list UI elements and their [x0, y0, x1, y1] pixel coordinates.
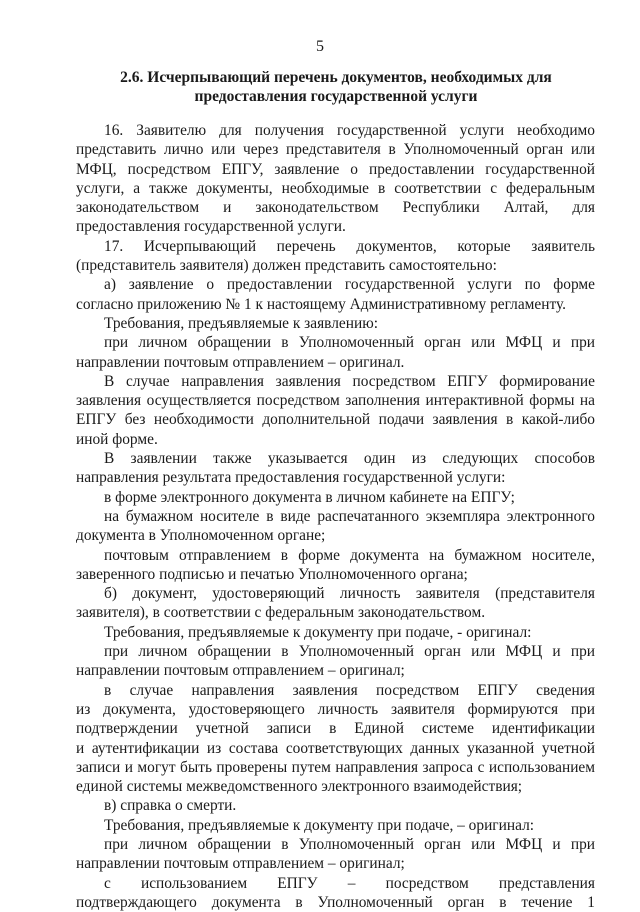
paragraph-line: предоставления государственной услуги. — [76, 218, 346, 236]
paragraph-line: 16. Заявителю для получения государственной услуги необходимо — [104, 122, 595, 139]
paragraph — [76, 546, 595, 585]
document-body — [76, 121, 595, 912]
paragraph-line: записи и могут быть проверены путем направления запроса с использованием — [76, 758, 595, 776]
paragraph — [76, 121, 595, 237]
page-number: 5 — [316, 38, 324, 55]
section-heading-line: предоставления государственной услуги — [194, 88, 478, 105]
paragraph-line: Требования, предъявляемые к заявлению: — [104, 314, 378, 332]
paragraph-line: при личном обращении в Уполномоченный орган или МФЦ и при — [104, 334, 595, 352]
paragraph-line: иной форме. — [76, 430, 158, 448]
paragraph — [76, 796, 595, 815]
paragraph — [76, 275, 595, 314]
paragraph-line: б) документ, удостоверяющий личность заявителя (представителя — [104, 585, 595, 603]
paragraph-line: на бумажном носителе в виде распечатанного экземпляра электронного — [104, 507, 595, 525]
paragraph-line: единой системы межведомственного электронного взаимодействия; — [76, 778, 523, 796]
paragraph — [76, 333, 595, 372]
paragraph — [76, 681, 595, 797]
paragraph-line: в форме электронного документа в личном кабинете на ЕПГУ; — [104, 488, 515, 506]
paragraph-line: в случае направления заявления посредством ЕПГУ сведения — [104, 681, 595, 699]
paragraph-line: законодательством и законодательством Республики Алтай, для — [76, 199, 595, 217]
paragraph-line: направлении почтовым отправлением – оригинал; — [76, 855, 405, 873]
paragraph-line: МФЦ, посредством ЕПГУ, заявление о предоставлении государственной — [76, 160, 595, 178]
paragraph-line: направления результата предоставления государственной услуги: — [76, 469, 506, 487]
paragraph-line: и аутентификации из состава соответствующих данных указанной учетной — [76, 739, 595, 757]
paragraph-line: а) заявление о предоставлении государственной услуги по форме — [104, 276, 595, 294]
paragraph-line: почтовым отправлением в форме документа на бумажном носителе, — [104, 546, 595, 564]
paragraph-line: в) справка о смерти. — [104, 797, 237, 815]
paragraph-line: Требования, предъявляемые к документу при подаче, – оригинал: — [104, 816, 535, 834]
paragraph — [76, 623, 595, 642]
paragraph — [76, 816, 595, 835]
paragraph — [76, 488, 595, 507]
paragraph-line: с использованием ЕПГУ – посредством представления — [104, 874, 595, 892]
paragraph-line: заявления осуществляется посредством заполнения интерактивной формы на — [76, 392, 595, 410]
paragraph-line: услуги, а также документы, необходимые в соответствии с федеральным — [76, 179, 595, 197]
paragraph — [76, 237, 595, 276]
paragraph-line: ЕПГУ без необходимости дополнительной подачи заявления в какой-либо — [76, 411, 595, 429]
paragraph-line: при личном обращении в Уполномоченный орган или МФЦ и при — [104, 643, 595, 661]
paragraph-line: направлении почтовым отправлением – оригинал. — [76, 353, 405, 371]
paragraph-line: представить лично или через представителя в Уполномоченный орган или — [76, 141, 595, 159]
paragraph — [76, 314, 595, 333]
paragraph — [76, 449, 595, 488]
paragraph-line: Требования, предъявляемые к документу при подаче, - оригинал: — [104, 623, 532, 641]
section-heading — [76, 68, 596, 106]
paragraph-line: (представитель заявителя) должен представить самостоятельно: — [76, 257, 497, 275]
paragraph — [76, 874, 595, 912]
paragraph — [76, 507, 595, 546]
paragraph — [76, 835, 595, 874]
paragraph-line: В заявлении также указывается один из следующих способов — [104, 450, 595, 468]
paragraph-line: заверенного подписью и печатью Уполномоченного органа; — [76, 565, 468, 583]
paragraph — [76, 584, 595, 623]
paragraph-line: заявителя), в соответствии с федеральным законодательством. — [76, 604, 486, 622]
section-heading-line: 2.6. Исчерпывающий перечень документов, необходимых для — [120, 69, 552, 86]
paragraph-line: при личном обращении в Уполномоченный орган или МФЦ и при — [104, 835, 595, 853]
paragraph-line: документа в Уполномоченном органе; — [76, 527, 326, 545]
paragraph-line: 17. Исчерпывающий перечень документов, которые заявитель — [104, 237, 595, 255]
paragraph — [76, 642, 595, 681]
paragraph-line: подтверждении учетной записи в Единой системе идентификации — [76, 720, 595, 738]
paragraph-line: согласно приложению № 1 к настоящему Административному регламенту. — [76, 295, 567, 313]
paragraph-line: В случае направления заявления посредством ЕПГУ формирование — [104, 372, 595, 390]
paragraph-line: направлении почтовым отправлением – оригинал; — [76, 662, 405, 680]
paragraph-line: подтверждающего документа в Уполномоченный орган в течение 1 — [76, 893, 595, 911]
paragraph — [76, 372, 595, 449]
paragraph-line: из документа, удостоверяющего личность заявителя формируются при — [76, 700, 595, 718]
